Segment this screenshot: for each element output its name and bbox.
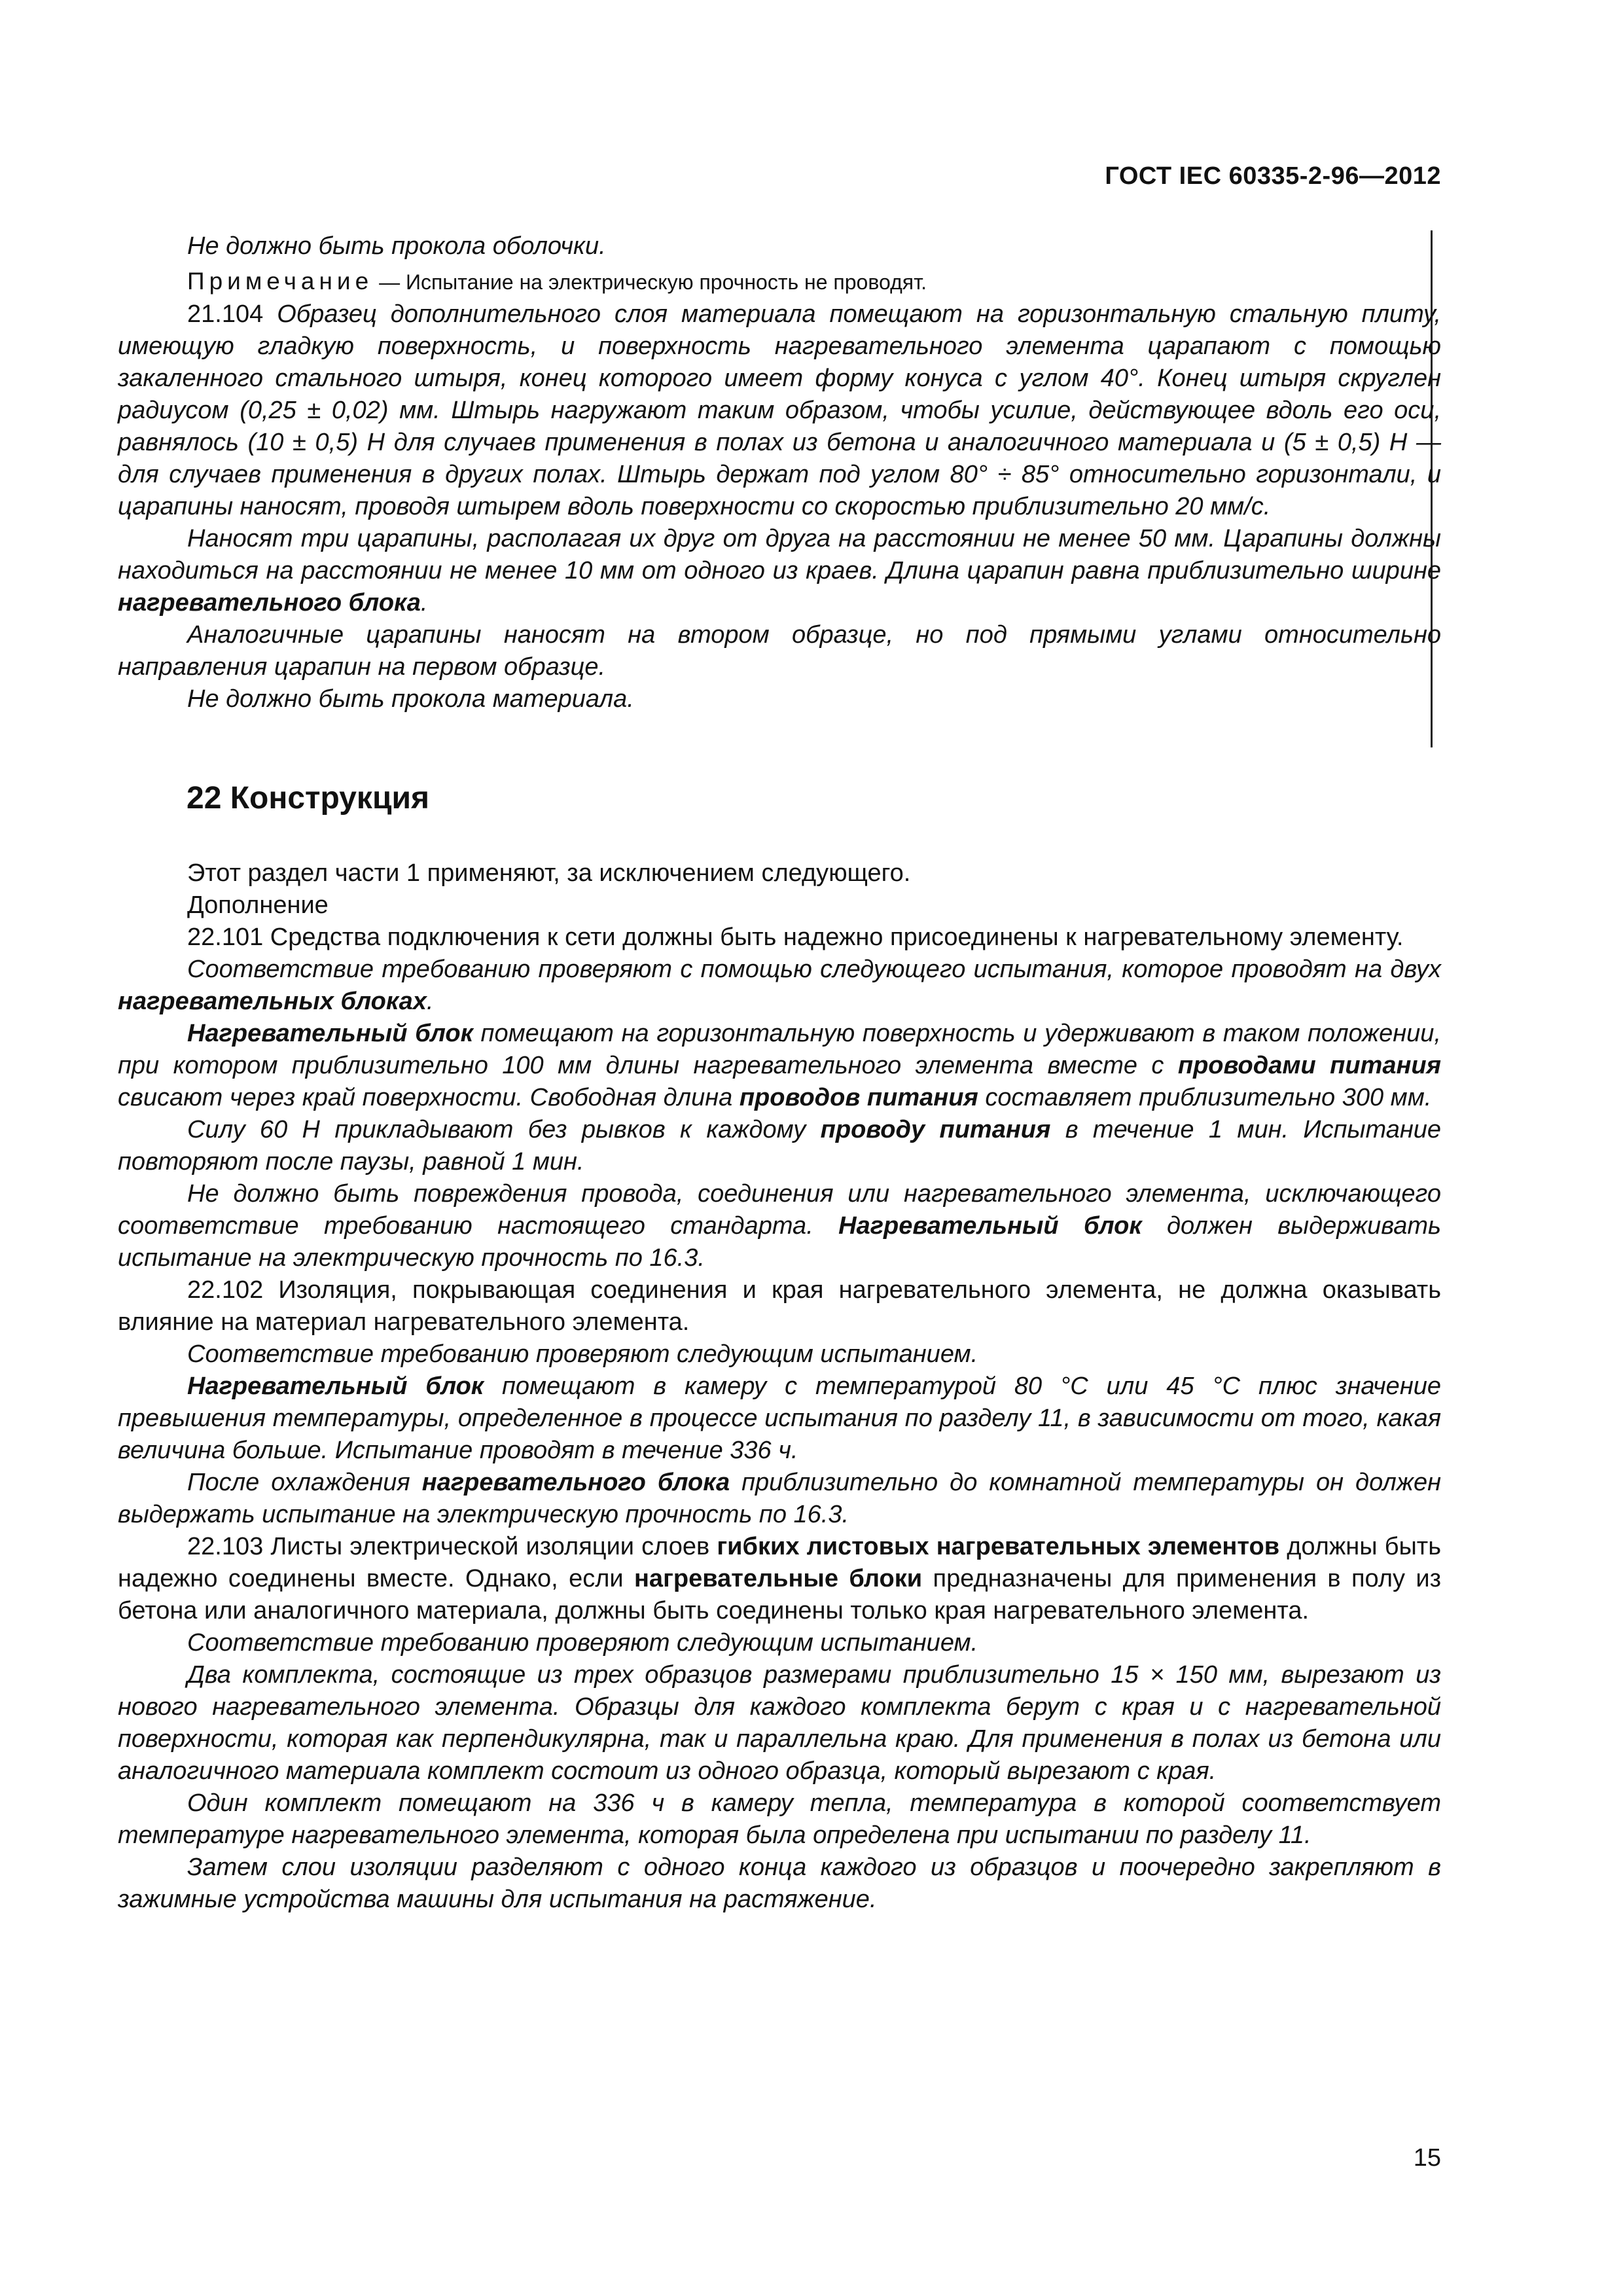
text-span: предназначены для применения в полу из бетона или аналогичного материала, должны быть соединены только края нагревательного элемента. (118, 1565, 1441, 1624)
term-bold: нагревательного блока (118, 589, 421, 617)
paragraph (118, 1178, 1441, 1274)
text-span: Силу 60 Н прикладывают без рывков к каждому (187, 1116, 821, 1143)
clause-22-102: 22.102 Изоляция, покрывающая соединения и края нагревательного элемента, не должна оказывать влияние на материал нагревательного элемента. (118, 1276, 1441, 1336)
term-bold: гибких листовых нагревательных элементов (717, 1533, 1280, 1560)
paragraph (118, 1114, 1441, 1178)
paragraph (118, 1467, 1441, 1531)
section-heading: 22 Конструкция (187, 781, 429, 816)
text-span: . (426, 988, 434, 1015)
text-span: 22.103 Листы электрической изоляции слоев (187, 1533, 717, 1560)
text-span: приблизительно до комнатной температуры он должен выдержать испытание на электрическую прочность по 16.3. (118, 1469, 1441, 1528)
top-text-block (118, 230, 1441, 715)
term-bold: проводу питания (820, 1116, 1051, 1143)
clause-text: Образец дополнительного слоя материала помещают на горизонтальную стальную плиту, имеющую гладкую поверхность, и поверхность нагревательного элемента царапают с помощью закаленного стального штыря, конец которого имеет форму конуса с углом 40°. Конец штыря скруглен радиусом (0,25 ± 0,02) мм. Штырь нагружают таким образом, чтобы усилие, действующее вдоль его оси, равнялось (10 ± 0,5) Н для случаев применения в полах из бетона и аналогичного материала и (5 ± 0,5) Н — для случаев применения в других полах. Штырь держат под углом 80° ÷ 85° относительно горизонтали, и царапины наносят, проводя штырем вдоль поверхности со скоростью приблизительно 20 мм/с. (118, 300, 1441, 520)
text-span: составляет приблизительно 300 мм. (978, 1084, 1432, 1111)
term-bold: Нагревательный блок (187, 1020, 473, 1047)
section-body (118, 857, 1441, 1916)
paragraph: Два комплекта, состоящие из трех образцов размерами приблизительно 15 × 150 мм, вырезают из нового нагревательного элемента. Образцы для каждого комплекта берут с края и с нагревательной поверхности, которая как перпендикулярна, так и параллельна краю. Для применения в полах из бетона или аналогичного материала комплект состоит из одного образца, который вырезают с края. (118, 1661, 1441, 1785)
paragraph: Соответствие требованию проверяют следующим испытанием. (187, 1340, 978, 1368)
term-bold: Нагревательный блок (838, 1212, 1142, 1240)
note (118, 265, 1441, 298)
text-span: Не должно быть повреждения провода, соединения или нагревательного элемента, исключающего соответствие требованию настоящего стандарта. (118, 1180, 1441, 1240)
paragraph: Дополнение (187, 891, 329, 919)
paragraph (118, 1371, 1441, 1467)
note-label: Примечание (187, 268, 374, 295)
text-span: Соответствие требованию проверяют с помощью следующего испытания, которое проводят на двух (187, 956, 1441, 983)
term-bold: проводов питания (739, 1084, 978, 1111)
document-id-header: ГОСТ IEC 60335-2-96—2012 (1105, 162, 1441, 190)
term-bold: нагревательные блоки (633, 1565, 923, 1592)
paragraph: Затем слои изоляции разделяют с одного конца каждого из образцов и поочередно закрепляют в зажимные устройства машины для испытания на растяжение. (118, 1854, 1441, 1913)
paragraph (118, 954, 1441, 1018)
text-span: помещают на горизонтальную поверхность и удерживают в таком положении, при котором приблизительно 100 мм длины нагревательного элемента вместе с (118, 1020, 1441, 1079)
text-span: Наносят три царапины, располагая их друг от друга на расстоянии не менее 50 мм. Царапины должны находиться на расстоянии не менее 10 мм от одного из краев. Длина царапин равна приблизительно ширине (118, 525, 1441, 584)
paragraph: Этот раздел части 1 применяют, за исключением следующего. (187, 859, 911, 887)
paragraph: Один комплект помещают на 336 ч в камеру тепла, температура в которой соответствует температуре нагревательного элемента, которая была определена при испытании по разделу 11. (118, 1789, 1441, 1849)
clause-number: 21.104 (187, 300, 264, 328)
page-number: 15 (1413, 2144, 1441, 2172)
text-span: После охлаждения (187, 1469, 422, 1496)
term-bold: проводами питания (1177, 1052, 1441, 1079)
clause-22-103 (118, 1531, 1441, 1627)
paragraph: Не должно быть прокола материала. (187, 685, 634, 713)
term-bold: Нагревательный блок (187, 1372, 484, 1400)
paragraph: Не должно быть прокола оболочки. (187, 232, 606, 260)
text-span: должен выдерживать испытание на электрическую прочность по 16.3. (118, 1212, 1441, 1272)
text-span: . (420, 589, 428, 617)
text-span: свисают через край поверхности. Свободная длина (118, 1084, 740, 1111)
paragraph (118, 523, 1441, 619)
paragraph (118, 1018, 1441, 1114)
term-bold: нагревательного блока (421, 1469, 730, 1496)
text-span: в течение 1 мин. Испытание повторяют после паузы, равной 1 мин. (118, 1116, 1441, 1175)
text-span: должны быть надежно соединены вместе. Однако, если (118, 1533, 1441, 1592)
note-text: — Испытание на электрическую прочность не проводят. (373, 270, 927, 294)
clause-21-104 (118, 298, 1441, 523)
paragraph: Соответствие требованию проверяют следующим испытанием. (187, 1629, 978, 1657)
paragraph: Аналогичные царапины наносят на втором образце, но под прямыми углами относительно направления царапин на первом образце. (118, 621, 1441, 681)
text-span: помещают в камеру с температурой 80 °С или 45 °С плюс значение превышения температуры, определенное в процессе испытания по разделу 11, в зависимости от того, какая величина больше. Испытание проводят в течение 336 ч. (118, 1372, 1441, 1464)
term-bold: нагревательных блоках (118, 988, 427, 1015)
clause-22-101: 22.101 Средства подключения к сети должны быть надежно присоединены к нагревательному элементу. (187, 924, 1404, 951)
